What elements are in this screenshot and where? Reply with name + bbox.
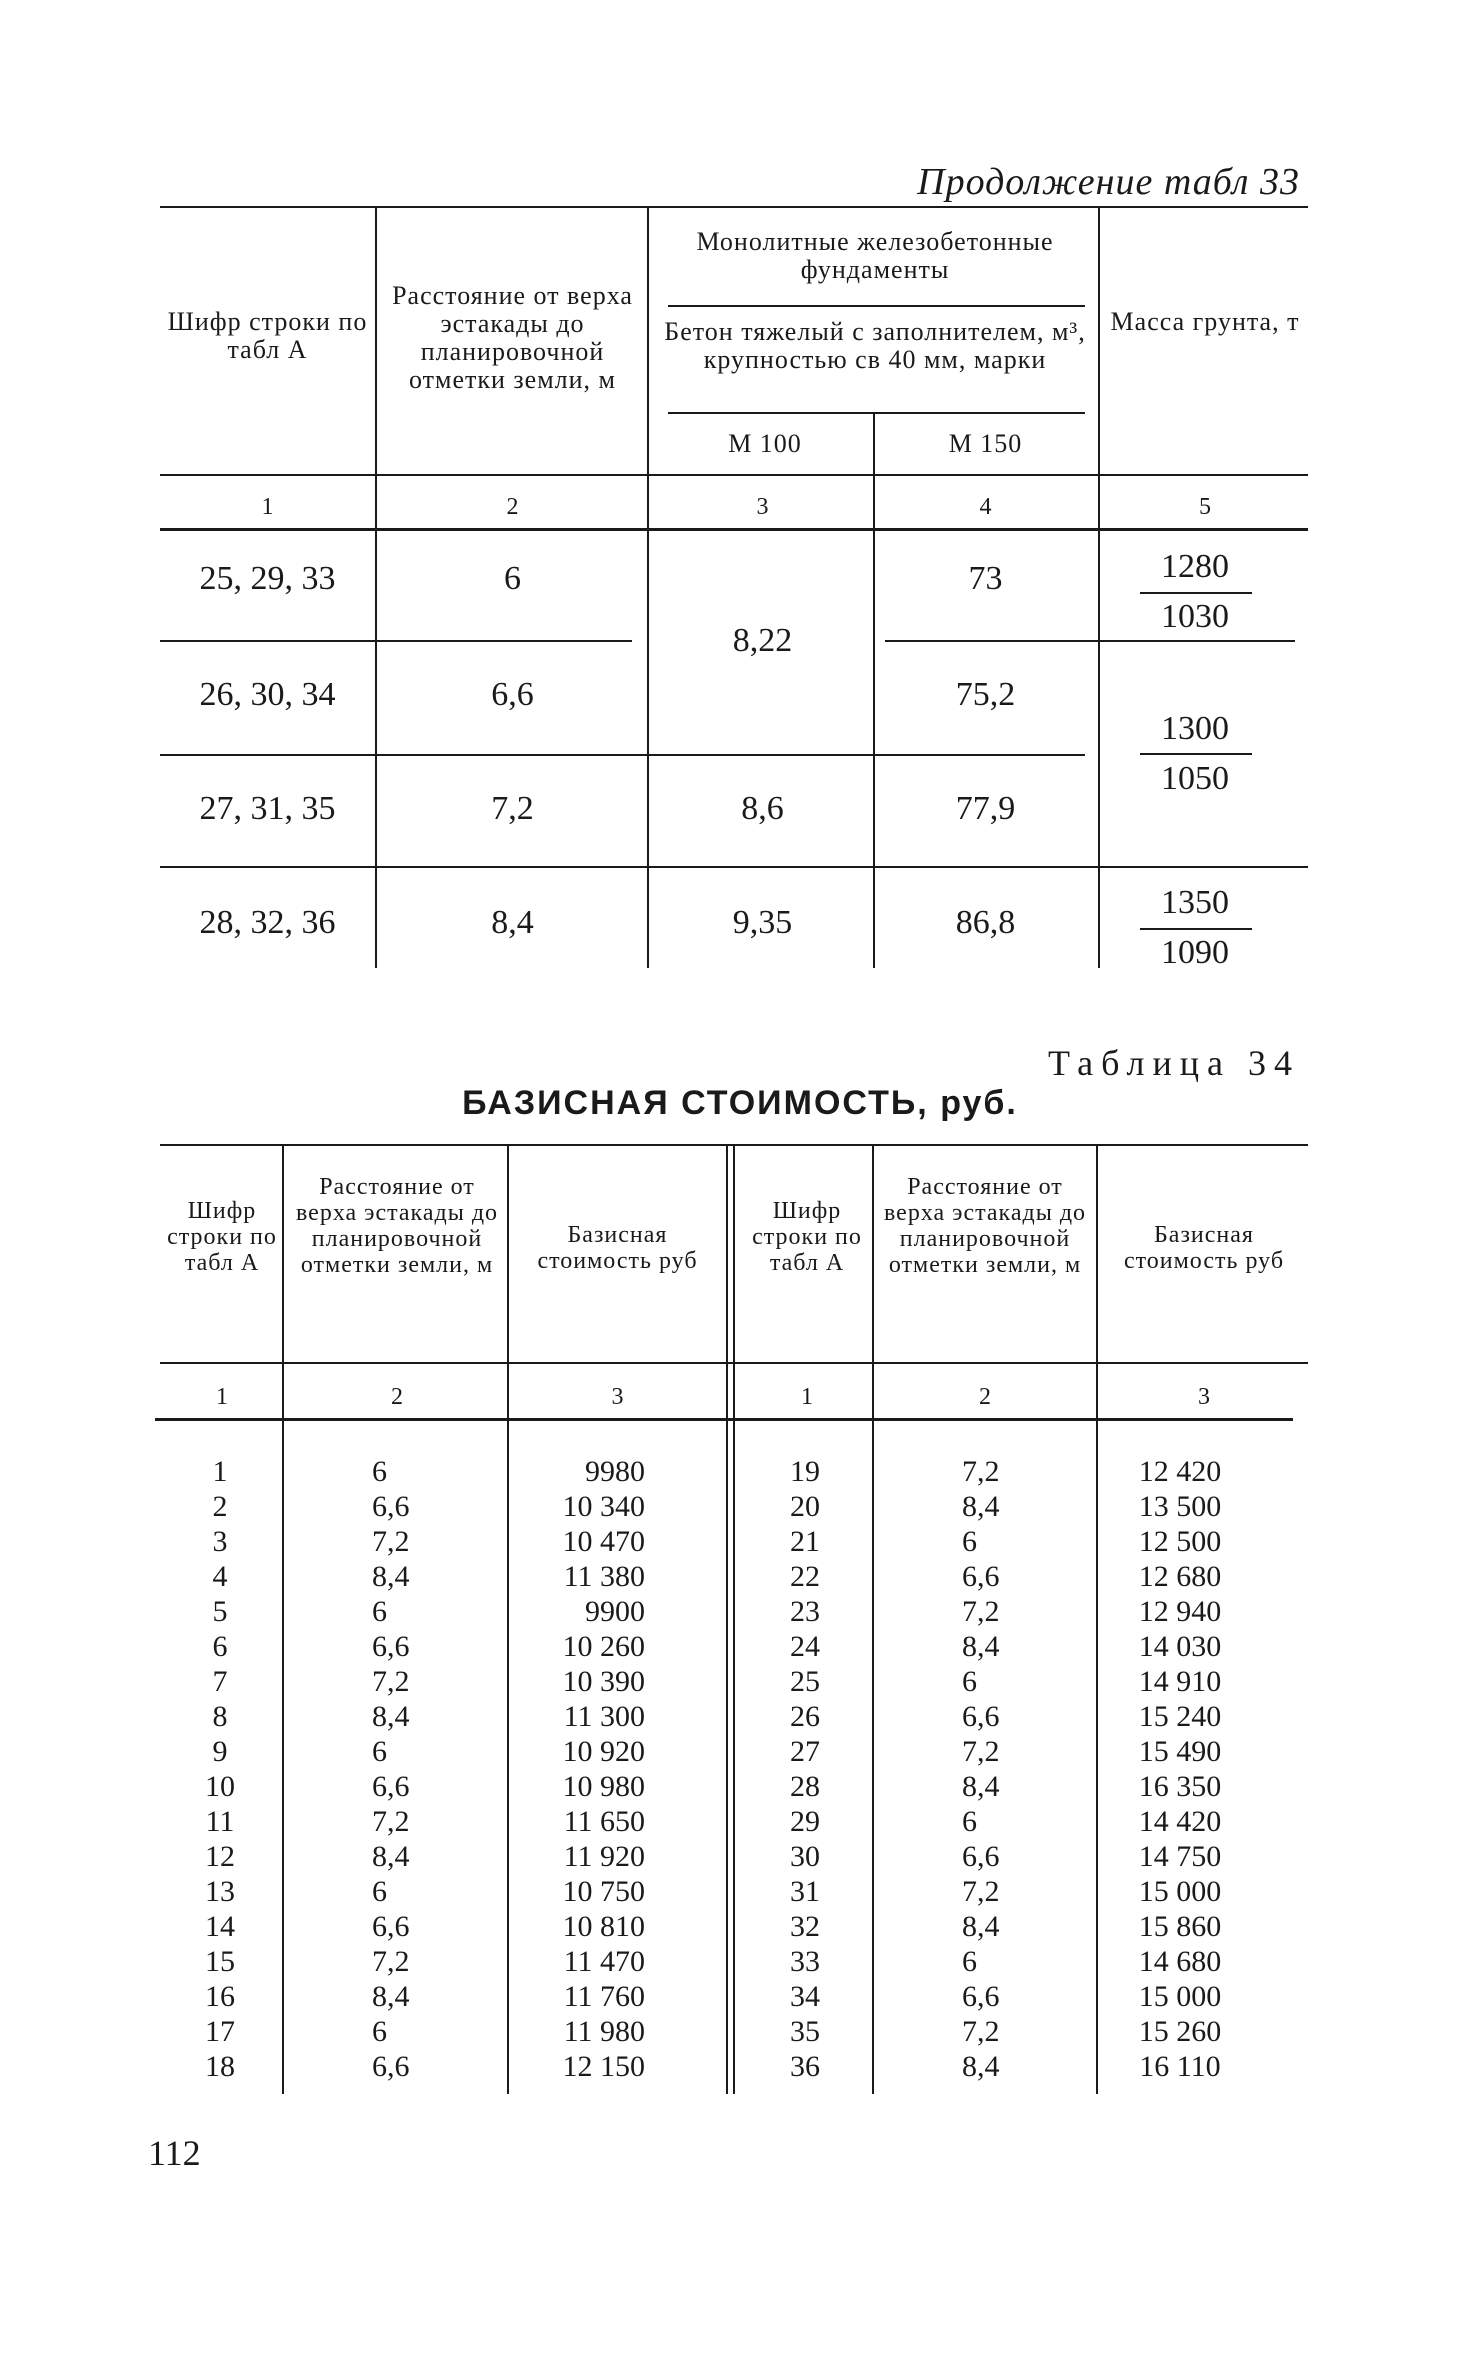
t33-row-3-code: 27, 31, 35: [199, 790, 336, 827]
t34-colnum: 2: [391, 1384, 403, 1410]
t34-header-code-left: Шифр строки по табл А: [167, 1198, 277, 1276]
t33-mass-2-bottom: 1050: [1161, 760, 1229, 797]
t33-vline-4: [1098, 208, 1100, 968]
t33-row-4-distance: 8,4: [491, 904, 534, 941]
t33-row-3-m100: 8,6: [741, 790, 784, 827]
t34-vline-3b: [733, 1146, 735, 2094]
t34-vline-4: [872, 1146, 874, 2094]
t34-colnum: 1: [216, 1384, 228, 1410]
t33-sub-rule: [668, 305, 1085, 307]
t33-vline-1: [375, 208, 377, 968]
t33-colnum: 5: [1199, 494, 1211, 520]
t33-colnum: 1: [261, 494, 274, 520]
table-34-title: БАЗИСНАЯ СТОИМОСТЬ, руб.: [462, 1084, 1018, 1122]
t33-mass-1-bottom: 1030: [1161, 598, 1229, 635]
t33-row-4-m150: 86,8: [955, 904, 1016, 941]
t34-vline-5: [1096, 1146, 1098, 2094]
t33-row-rule-1a: [160, 640, 632, 642]
t33-mass-1-top: 1280: [1161, 548, 1229, 585]
t33-sub-rule2: [668, 412, 1085, 414]
t33-header-concrete: Бетон тяжелый с заполнителем, м³, крупностью св 40 мм, марки: [664, 317, 1086, 374]
t34-right-codes: 19 20 21 22 23 24 25 26 27 28 29 30 31 32 33 34 35 36: [790, 1455, 820, 2083]
t33-row-1-code: 25, 29, 33: [199, 560, 336, 597]
t34-left-distances: 6 6,6 7,2 8,4 6 6,6 7,2 8,4 6 6,6 7,2 8,4 6 6,6 7,2 8,4 6 6,6: [372, 1455, 410, 2083]
t34-header-distance-right: Расстояние от верха эстакады до планировочной отметки земли, м: [883, 1174, 1087, 1278]
t33-row-3-distance: 7,2: [491, 790, 534, 827]
t34-vline-3a: [726, 1146, 728, 2094]
t34-header-code-right: Шифр строки по табл А: [752, 1198, 862, 1276]
t33-header-foundations: Монолитные железобетонные фундаменты: [696, 227, 1054, 284]
t33-row-rule-1b: [885, 640, 1295, 642]
t33-header-bottom: [160, 474, 1308, 476]
t33-colnum: 2: [506, 494, 519, 520]
t33-row-1-distance: 6: [504, 560, 521, 597]
t33-mass-3-top: 1350: [1161, 884, 1229, 921]
t34-header-cost-right: Базисная стоимость руб: [1123, 1222, 1285, 1274]
t33-row-rule-2: [160, 754, 1085, 756]
t33-top-rule: [160, 206, 1308, 208]
t33-row-4-m100: 9,35: [732, 904, 793, 941]
t33-header-code: Шифр строки по табл А: [167, 307, 368, 364]
t33-row-1-m150: 73: [968, 560, 1003, 597]
t33-mass-3-fraction-bar: [1140, 928, 1252, 930]
t33-row-2-distance: 6,6: [491, 676, 534, 713]
t33-m100-merged: 8,22: [732, 622, 793, 659]
t33-row-4-code: 28, 32, 36: [199, 904, 336, 941]
t34-colnum-bottom: [155, 1418, 1293, 1421]
t34-right-costs: 12 420 13 500 12 500 12 680 12 940 14 030 14 910 15 240 15 490 16 350 14 420 14 750 15 000 15 860 14 680 15 000 15 260 16 110: [1138, 1455, 1222, 2083]
t33-colnum: 3: [756, 494, 769, 520]
t34-header-cost-left: Базисная стоимость руб: [537, 1222, 698, 1274]
table-34-label: Таблица 34: [1048, 1043, 1300, 1083]
t33-header-m150: М 150: [948, 429, 1023, 458]
t33-row-rule-3: [160, 866, 1308, 868]
t34-left-codes: 1 2 3 4 5 6 7 8 9 10 11 12 13 14 15 16 17 18: [205, 1455, 235, 2083]
t33-mass-2-fraction-bar: [1140, 753, 1252, 755]
t33-header-m100: М 100: [728, 429, 802, 458]
t34-colnum: 2: [979, 1384, 991, 1410]
t34-right-distances: 7,2 8,4 6 6,6 7,2 8,4 6 6,6 7,2 8,4 6 6,6 7,2 8,4 6 6,6 7,2 8,4: [962, 1455, 1000, 2083]
t34-vline-2: [507, 1146, 509, 2094]
t33-colnum: 4: [979, 494, 992, 520]
t33-header-mass: Масса грунта, т: [1110, 307, 1300, 336]
t33-mass-2-top: 1300: [1161, 710, 1229, 747]
t34-left-costs: 9980 10 340 10 470 11 380 9900 10 260 10 390 11 300 10 920 10 980 11 650 11 920 10 750 10 810 11 470 11 760 11 980 12 150: [562, 1455, 645, 2083]
t33-colnum-bottom: [160, 528, 1308, 531]
t34-colnum: 3: [611, 1384, 624, 1410]
t33-row-2-m150: 75,2: [955, 676, 1016, 713]
t33-row-2-code: 26, 30, 34: [199, 676, 336, 713]
t33-mass-1-fraction-bar: [1140, 592, 1252, 594]
t34-header-distance-left: Расстояние от верха эстакады до планировочной отметки земли, м: [295, 1174, 499, 1278]
table-33-continuation-label: Продолжение табл 33: [917, 161, 1300, 203]
t33-vline-3: [873, 413, 875, 968]
t34-colnum: 1: [801, 1384, 813, 1410]
t33-row-3-m150: 77,9: [955, 790, 1016, 827]
t34-vline-1: [282, 1146, 284, 2094]
t33-mass-3-bottom: 1090: [1161, 934, 1229, 971]
t33-header-distance: Расстояние от верха эстакады до планировочной отметки земли, м: [392, 281, 633, 394]
t33-vline-2: [647, 208, 649, 968]
page-number: 112: [148, 2133, 201, 2173]
t34-colnum: 3: [1198, 1384, 1210, 1410]
